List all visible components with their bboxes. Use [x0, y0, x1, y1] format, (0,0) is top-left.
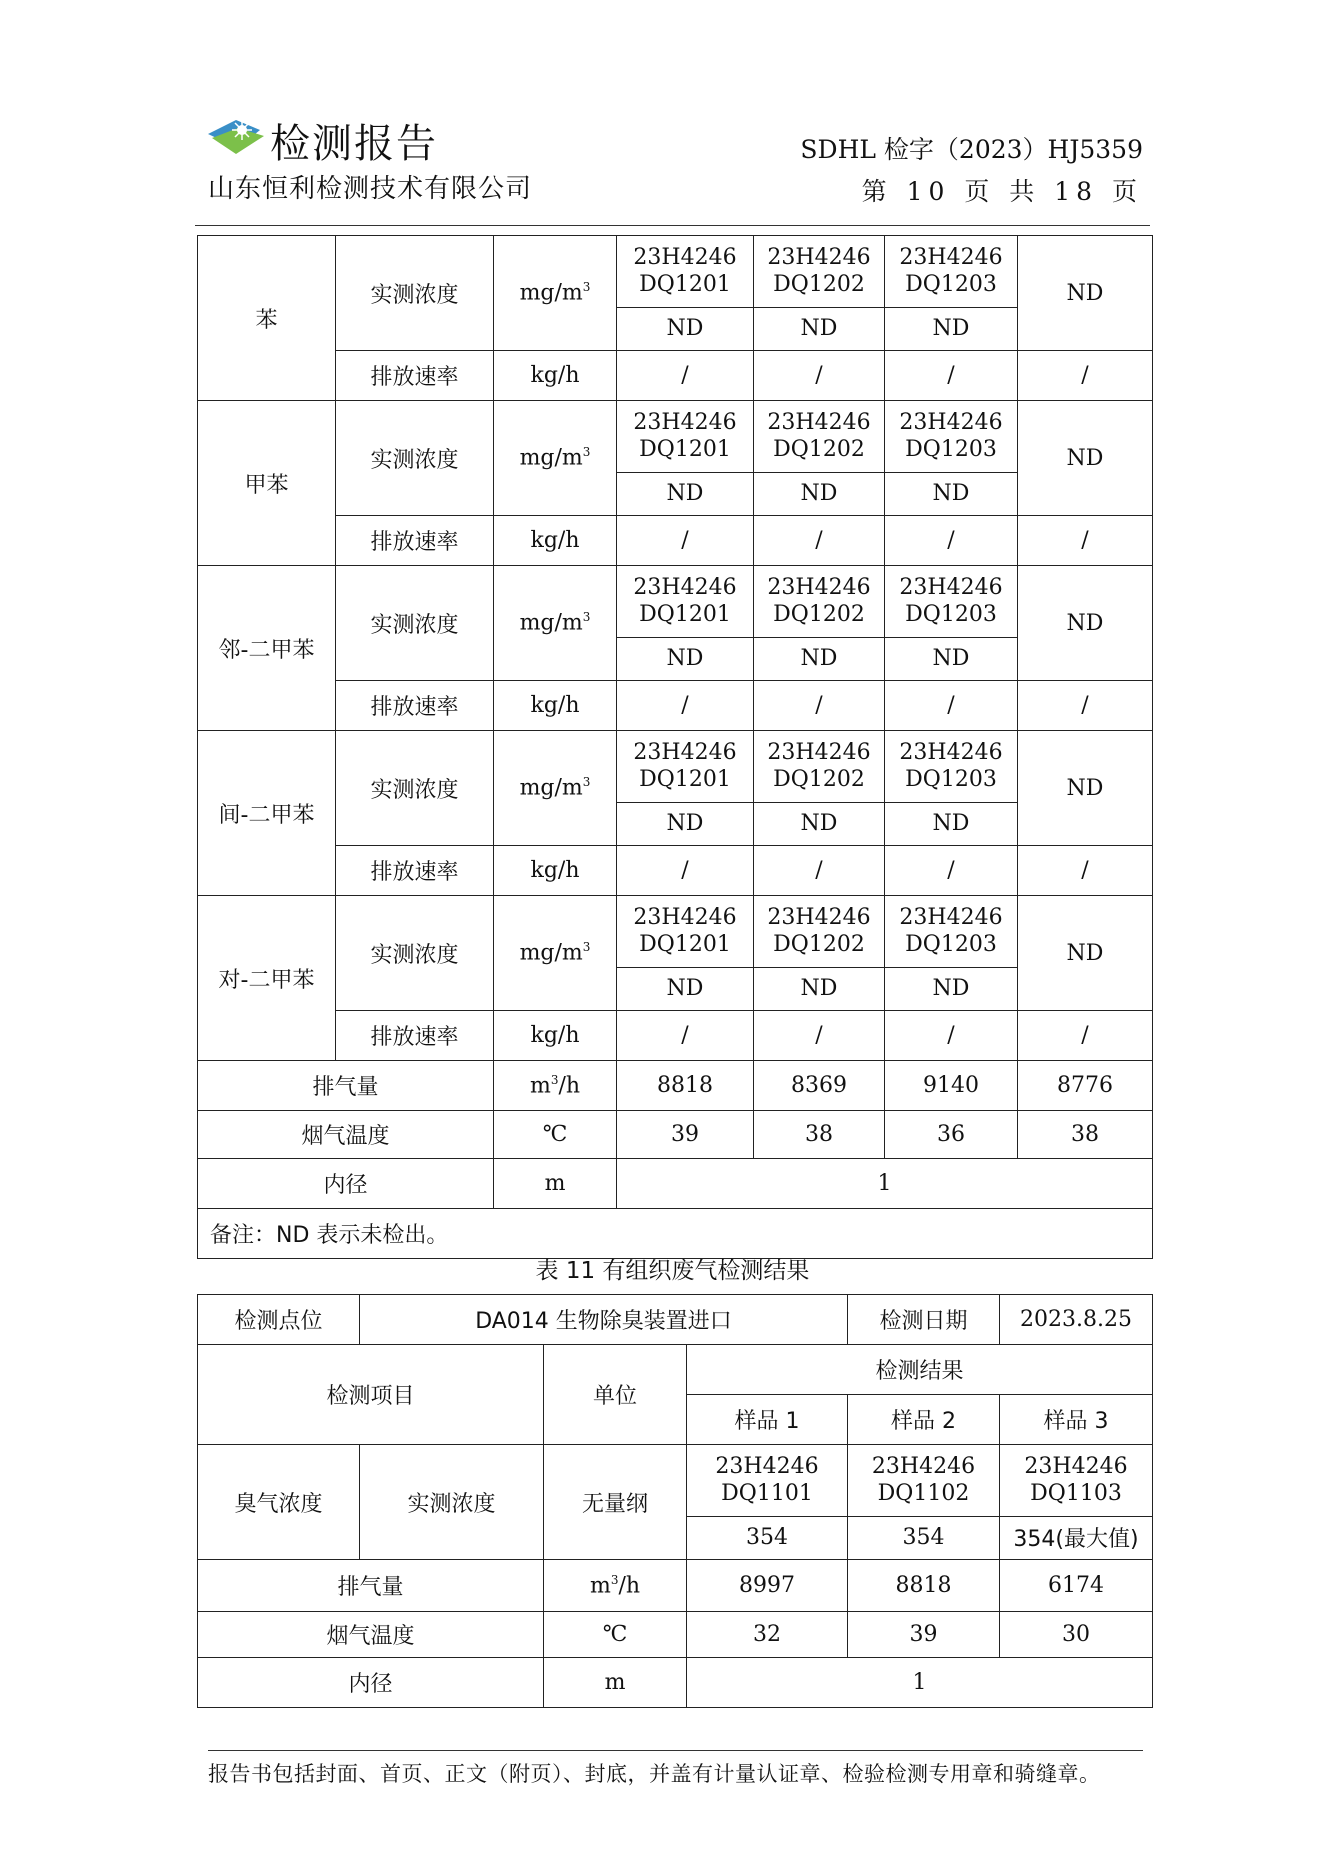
substance-name: 臭气浓度 — [198, 1445, 360, 1560]
sample-id: DQ1101 — [721, 1481, 813, 1507]
sample-id: DQ1202 — [773, 932, 865, 958]
sample-cell — [617, 566, 754, 681]
table-caption: 表 11 有组织废气检测结果 — [535, 1258, 810, 1284]
temperature-value: 39 — [617, 1111, 754, 1159]
rate-value: / — [754, 681, 885, 731]
rate-label: 排放速率 — [336, 1011, 494, 1061]
diameter-value: 1 — [687, 1658, 1153, 1708]
sample-cell — [617, 236, 754, 351]
rate-value: / — [617, 681, 754, 731]
rate-unit: kg/h — [494, 681, 617, 731]
substance-name: 对-二甲苯 — [198, 896, 336, 1061]
sample-id: DQ1103 — [1030, 1481, 1122, 1507]
exhaust-value: 6174 — [1000, 1560, 1153, 1612]
exhaust-value: 8818 — [617, 1061, 754, 1111]
footer-divider — [208, 1750, 1143, 1751]
rate-value: / — [617, 1011, 754, 1061]
rate-label: 排放速率 — [336, 516, 494, 566]
exhaust-unit: $m^3/h$ — [544, 1560, 687, 1612]
diameter-unit: m — [544, 1658, 687, 1708]
rate-unit: kg/h — [494, 351, 617, 401]
sample-id: DQ1203 — [905, 602, 997, 628]
conc-label: 实测浓度 — [336, 896, 494, 1011]
exhaust-label: 排气量 — [198, 1061, 494, 1111]
diameter-unit: m — [494, 1159, 617, 1209]
temperature-label: 烟气温度 — [198, 1111, 494, 1159]
temperature-value: 36 — [885, 1111, 1018, 1159]
rate-value: / — [754, 846, 885, 896]
conc-label: 实测浓度 — [336, 236, 494, 351]
temperature-label: 烟气温度 — [198, 1612, 544, 1658]
sample-id: 23H4246 — [767, 904, 871, 930]
conc-unit: $mg/m^3$ — [494, 401, 617, 516]
sample-id: DQ1203 — [905, 767, 997, 793]
rate-value: / — [754, 516, 885, 566]
sample-value: ND — [666, 976, 704, 1002]
sample-id: DQ1202 — [773, 437, 865, 463]
rate-unit: kg/h — [494, 516, 617, 566]
sample-value: ND — [666, 481, 704, 507]
company-name: 山东恒利检测技术有限公司 — [208, 174, 533, 204]
sample-cell — [754, 236, 885, 351]
rate-label: 排放速率 — [336, 681, 494, 731]
sample-id: DQ1201 — [639, 272, 731, 298]
header-divider — [195, 225, 1150, 226]
sample-value: ND — [800, 811, 838, 837]
sample-id: DQ1202 — [773, 602, 865, 628]
sample-id: 23H4246 — [899, 904, 1003, 930]
conc-summary: ND — [1018, 896, 1153, 1011]
sample-id: 23H4246 — [899, 739, 1003, 765]
point-label: 检测点位 — [198, 1295, 360, 1345]
temperature-value: 39 — [848, 1612, 1000, 1658]
results-table-1 — [197, 235, 1153, 1259]
conc-summary: ND — [1018, 401, 1153, 516]
exhaust-label: 排气量 — [198, 1560, 544, 1612]
sample-value: ND — [932, 481, 970, 507]
exhaust-value: 8997 — [687, 1560, 848, 1612]
substance-name: 邻-二甲苯 — [198, 566, 336, 731]
rate-unit: kg/h — [494, 1011, 617, 1061]
footer-note: 报告书包括封面、首页、正文（附页）、封底，并盖有计量认证章、检验检测专用章和骑缝章。 — [208, 1762, 1101, 1786]
sample-id: 23H4246 — [633, 904, 737, 930]
conc-summary: ND — [1018, 236, 1153, 351]
sample-cell — [885, 731, 1018, 846]
date-label: 检测日期 — [848, 1295, 1000, 1345]
sample-value: ND — [666, 646, 704, 672]
sample-header: 样品 3 — [1000, 1395, 1153, 1445]
exhaust-value: 9140 — [885, 1061, 1018, 1111]
sample-cell — [617, 896, 754, 1011]
diameter-label: 内径 — [198, 1159, 494, 1209]
date-value: 2023.8.25 — [1000, 1295, 1153, 1345]
sample-cell — [617, 731, 754, 846]
temperature-value: 38 — [754, 1111, 885, 1159]
rate-value: / — [1018, 351, 1153, 401]
sample-id: DQ1102 — [877, 1481, 970, 1507]
conc-unit: 无量纲 — [544, 1445, 687, 1560]
conc-unit-text: mg/m — [519, 445, 583, 471]
result-header: 检测结果 — [687, 1345, 1153, 1395]
rate-value: / — [885, 846, 1018, 896]
results-table-2 — [197, 1294, 1153, 1708]
diameter-value: 1 — [617, 1159, 1153, 1209]
sample-id: DQ1202 — [773, 272, 865, 298]
sample-value: ND — [800, 481, 838, 507]
sample-header: 样品 2 — [848, 1395, 1000, 1445]
sample-value: ND — [932, 316, 970, 342]
sample-value: 354 — [746, 1525, 788, 1551]
exhaust-value: 8369 — [754, 1061, 885, 1111]
sample-value: ND — [800, 316, 838, 342]
conc-label: 实测浓度 — [336, 401, 494, 516]
conc-unit: $mg/m^3$ — [494, 236, 617, 351]
sample-value: ND — [800, 646, 838, 672]
sample-id: 23H4246 — [767, 574, 871, 600]
conc-label: 实测浓度 — [336, 566, 494, 681]
rate-value: / — [754, 351, 885, 401]
sample-cell — [617, 401, 754, 516]
sample-value: ND — [932, 646, 970, 672]
sample-id: 23H4246 — [899, 409, 1003, 435]
report-title: 检测报告 — [270, 121, 438, 167]
sample-id: 23H4246 — [871, 1453, 976, 1479]
sample-cell — [885, 566, 1018, 681]
rate-value: / — [617, 351, 754, 401]
substance-name: 苯 — [198, 236, 336, 401]
conc-unit: $mg/m^3$ — [494, 896, 617, 1011]
sample-value: 354(最大值) — [1013, 1527, 1139, 1553]
sample-cell — [885, 401, 1018, 516]
sample-id: DQ1201 — [639, 602, 731, 628]
sample-value: 354 — [902, 1525, 945, 1551]
rate-value: / — [1018, 1011, 1153, 1061]
page-number: 第 10 页 共 18 页 — [861, 177, 1143, 206]
sample-cell — [885, 896, 1018, 1011]
sample-id: 23H4246 — [767, 739, 871, 765]
sample-id: 23H4246 — [767, 244, 871, 270]
conc-unit: $mg/m^3$ — [494, 731, 617, 846]
sample-cell — [885, 236, 1018, 351]
sample-id: 23H4246 — [1024, 1453, 1128, 1479]
sample-cell — [754, 896, 885, 1011]
rate-value: / — [1018, 516, 1153, 566]
sample-id: 23H4246 — [899, 244, 1003, 270]
temperature-value: 32 — [687, 1612, 848, 1658]
sample-id: 23H4246 — [715, 1453, 819, 1479]
rate-value: / — [885, 1011, 1018, 1061]
sample-id: DQ1203 — [905, 932, 997, 958]
sample-header: 样品 1 — [687, 1395, 848, 1445]
report-number: SDHL 检字（2023）HJ5359 — [800, 135, 1143, 164]
rate-unit: kg/h — [494, 846, 617, 896]
temperature-value: 38 — [1018, 1111, 1153, 1159]
rate-value: / — [1018, 681, 1153, 731]
sample-cell — [754, 731, 885, 846]
exhaust-value: 8776 — [1018, 1061, 1153, 1111]
rate-value: / — [885, 351, 1018, 401]
sample-value: ND — [666, 811, 704, 837]
exhaust-value: 8818 — [848, 1560, 1000, 1612]
conc-unit: $mg/m^3$ — [494, 566, 617, 681]
conc-label: 实测浓度 — [360, 1445, 544, 1560]
sample-value: ND — [932, 811, 970, 837]
sample-id: 23H4246 — [633, 244, 737, 270]
point-value: DA014 生物除臭装置进口 — [360, 1295, 848, 1345]
conc-label: 实测浓度 — [336, 731, 494, 846]
item-header: 检测项目 — [198, 1345, 544, 1445]
substance-name: 甲苯 — [198, 401, 336, 566]
conc-unit-text: mg/m — [519, 610, 583, 636]
sample-id: DQ1202 — [773, 767, 865, 793]
diameter-label: 内径 — [198, 1658, 544, 1708]
sample-id: 23H4246 — [633, 574, 737, 600]
exhaust-unit: $m^3/h$ — [494, 1061, 617, 1111]
conc-unit-text: mg/m — [519, 280, 583, 306]
rate-value: / — [617, 516, 754, 566]
sample-id: DQ1203 — [905, 437, 997, 463]
company-logo — [208, 116, 268, 156]
sample-value: ND — [932, 976, 970, 1002]
conc-summary: ND — [1018, 566, 1153, 681]
temperature-unit: ℃ — [494, 1111, 617, 1159]
sample-value: ND — [666, 316, 704, 342]
sample-id: DQ1203 — [905, 272, 997, 298]
rate-label: 排放速率 — [336, 351, 494, 401]
rate-value: / — [885, 516, 1018, 566]
rate-value: / — [1018, 846, 1153, 896]
sample-id: 23H4246 — [899, 574, 1003, 600]
conc-unit-text: mg/m — [519, 940, 583, 966]
rate-value: / — [617, 846, 754, 896]
sample-value: ND — [800, 976, 838, 1002]
temperature-unit: ℃ — [544, 1612, 687, 1658]
conc-unit-text: mg/m — [519, 775, 583, 801]
table-note: 备注：ND 表示未检出。 — [198, 1209, 1153, 1259]
rate-label: 排放速率 — [336, 846, 494, 896]
conc-summary: ND — [1018, 731, 1153, 846]
rate-value: / — [754, 1011, 885, 1061]
sample-id: DQ1201 — [639, 437, 731, 463]
rate-value: / — [885, 681, 1018, 731]
unit-header: 单位 — [544, 1345, 687, 1445]
sample-id: DQ1201 — [639, 767, 731, 793]
sample-cell — [754, 566, 885, 681]
sample-id: 23H4246 — [633, 739, 737, 765]
sample-id: 23H4246 — [633, 409, 737, 435]
temperature-value: 30 — [1000, 1612, 1153, 1658]
sample-id: DQ1201 — [639, 932, 731, 958]
substance-name: 间-二甲苯 — [198, 731, 336, 896]
sample-cell — [754, 401, 885, 516]
sample-id: 23H4246 — [767, 409, 871, 435]
